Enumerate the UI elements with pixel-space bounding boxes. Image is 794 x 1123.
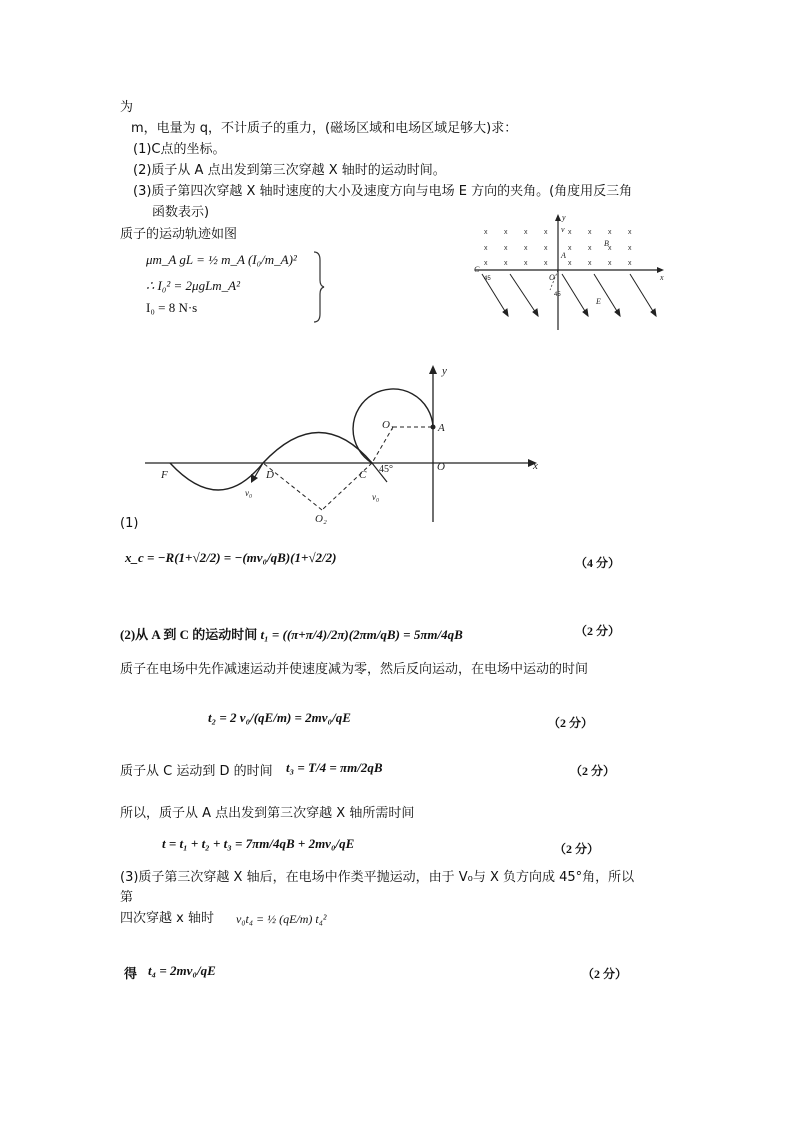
field-diagram (470, 212, 670, 332)
question-2: (2)质子从 A 点出发到第三次穿越 X 轴时的运动时间。 (133, 163, 446, 178)
big-c-label: C (359, 469, 367, 481)
big-y-label: y (442, 365, 447, 377)
small-c-label: C (474, 265, 480, 274)
svg-text:x: x (544, 229, 548, 236)
big-d-label: D (266, 469, 274, 481)
small-angle-o: 45 (554, 292, 561, 298)
total-time-equation: t = t₁ + t₂ + t₃ = 7πm/4qB + 2mv₀/qE (162, 836, 355, 851)
score-total: （2 分） (554, 842, 600, 856)
big-x-label: x (533, 460, 538, 472)
impulse-eq-1 (146, 252, 297, 268)
small-v-label: v (561, 225, 565, 234)
fourth-crossing-text: 四次穿越 x 轴时 (120, 911, 214, 926)
svg-text:x: x (608, 260, 612, 267)
svg-text:x: x (484, 260, 488, 267)
question-1: (1)C点的坐标。 (133, 142, 226, 157)
right-brace (312, 250, 324, 325)
t4-condition: v₀t₄ = ½ (qE/m) t₄² (236, 912, 327, 926)
problem-line-1: m，电量为 q，不计质子的重力，(磁场区域和电场区域足够大)求： (131, 121, 518, 136)
problem-line-0: 为 (120, 100, 134, 115)
big-v0-c-label: v₀ (372, 492, 380, 502)
small-x-label: x (660, 273, 664, 282)
svg-text:x: x (504, 245, 508, 252)
svg-text:x: x (524, 260, 528, 267)
part-1-label: (1) (120, 516, 139, 531)
electric-field-lines (482, 274, 656, 316)
part-2-text: (2)从 A 到 C 的运动时间 (120, 627, 258, 642)
score-t2: （2 分） (548, 716, 594, 730)
cd-motion-text: 质子从 C 运动到 D 的时间 (120, 764, 273, 779)
svg-text:x: x (504, 260, 508, 267)
t3-equation: t₃ = T/4 = πm/2qB (286, 760, 383, 775)
score-t4: （2 分） (582, 967, 628, 981)
result-prefix: 得 (124, 966, 138, 981)
big-o1-label: O₁ (382, 419, 394, 431)
part-2-line (120, 624, 463, 643)
small-e-label: E (596, 297, 601, 306)
trajectory-caption: 质子的运动轨迹如图 (120, 227, 238, 242)
impulse-eq-3: I₀ = 8 N·s (146, 300, 198, 315)
svg-text:x: x (588, 245, 592, 252)
big-f-label: F (161, 469, 168, 481)
field-motion-text: 质子在电场中先作减速运动并使速度减为零，然后反向运动，在电场中运动的时间 (120, 662, 589, 677)
svg-text:x: x (628, 260, 632, 267)
svg-text:x: x (504, 229, 508, 236)
question-3-line-a: (3)质子第四次穿越 X 轴时速度的大小及速度方向与电场 E 方向的夹角。(角度用反三角 (133, 184, 633, 199)
svg-text:x: x (568, 245, 572, 252)
arc-d-to-f (170, 463, 263, 490)
big-angle-label: 45° (379, 464, 393, 475)
svg-text:x: x (608, 245, 612, 252)
svg-text:x: x (588, 229, 592, 236)
svg-text:x: x (608, 229, 612, 236)
svg-text:x: x (568, 260, 572, 267)
big-a-label: A (438, 422, 445, 434)
xc-equation (125, 550, 337, 566)
score-t1: （2 分） (575, 624, 621, 638)
big-origin-label: O (437, 461, 445, 473)
big-o2-label: O₂ (315, 513, 327, 525)
part-3-text: (3)质子第三次穿越 X 轴后，在电场中作类平抛运动，由于 V₀与 X 负方向成 45°角，所以 (120, 870, 635, 885)
svg-text:x: x (484, 245, 488, 252)
small-a-label: A (561, 251, 566, 260)
arc-c-to-d (263, 433, 372, 464)
small-b-label: B (604, 239, 609, 248)
small-y-label: y (562, 213, 566, 222)
score-part-1: （4 分） (575, 556, 621, 570)
question-3-line-b: 函数表示) (152, 205, 210, 220)
svg-text:x: x (484, 229, 488, 236)
impulse-eq-2: ∴ I₀² = 2μgLm_A² (146, 278, 241, 293)
svg-text:x: x (568, 229, 572, 236)
impulse-eq-1-text: μm_A gL = ½ m_A (I₀/m_A)² (146, 252, 297, 267)
score-t3: （2 分） (570, 764, 616, 778)
small-origin-label: O (549, 273, 555, 282)
trajectory-diagram (145, 362, 545, 527)
part-3-text-2: 第 (120, 890, 134, 905)
svg-text:x: x (588, 260, 592, 267)
svg-text:x: x (524, 229, 528, 236)
t4-equation: t₄ = 2mv₀/qE (148, 963, 216, 978)
t1-equation: t₁ = ((π+π/4)/2π)(2πm/qB) = 5πm/4qB (260, 627, 463, 642)
svg-text:x: x (544, 245, 548, 252)
svg-text:x: x (628, 245, 632, 252)
xc-equation-text: x_c = −R(1+√2/2) = −(mv₀/qB)(1+√2/2) (125, 550, 337, 565)
svg-text:x: x (524, 245, 528, 252)
svg-text:x: x (544, 260, 548, 267)
svg-text:x: x (628, 229, 632, 236)
big-v0-d-label: v₀ (245, 488, 253, 498)
t2-equation: t₂ = 2 v₀/(qE/m) = 2mv₀/qE (208, 710, 351, 725)
total-time-text: 所以，质子从 A 点出发到第三次穿越 X 轴所需时间 (120, 806, 415, 821)
small-angle-c: 45 (484, 276, 491, 282)
